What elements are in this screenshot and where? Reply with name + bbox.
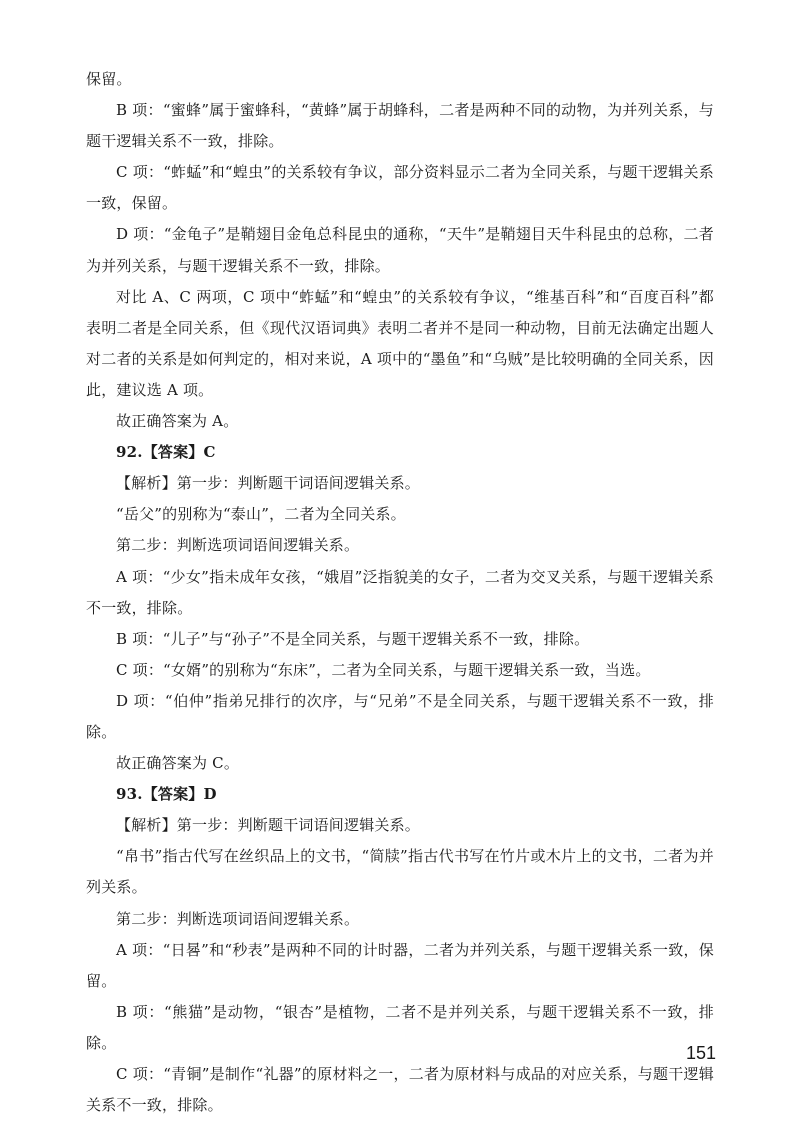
analysis-92-step-1: 【解析】第一步：判断题干词语间逻辑关系。 xyxy=(116,474,421,493)
paragraph-21: B 项：“熊猫”是动物，“银杏”是植物，二者不是并列关系，与题干逻辑关系不一致，排除。 xyxy=(86,1002,714,1052)
analysis-92-step-2: 第二步：判断选项词语间逻辑关系。 xyxy=(116,536,360,555)
paragraph-9: “岳父”的别称为“泰山”，二者为全同关系。 xyxy=(116,505,406,524)
analysis-93-step-2: 第二步：判断选项词语间逻辑关系。 xyxy=(116,909,360,928)
paragraph-2: B 项：“蜜蜂”属于蜜蜂科，“黄蜂”属于胡蜂科，二者是两种不同的动物，为并列关系，与题干逻辑关系不一致，排除。 xyxy=(86,101,714,151)
paragraph-12: B 项：“儿子”与“孙子”不是全同关系，与题干逻辑关系不一致，排除。 xyxy=(116,629,590,648)
paragraph-13: C 项：“女婿”的别称为“东床”，二者为全同关系，与题干逻辑关系一致，当选。 xyxy=(116,660,651,679)
paragraph-11: A 项：“少女”指未成年女孩，“娥眉”泛指貌美的女子，二者为交叉关系，与题干逻辑关系不一致，排除。 xyxy=(86,567,714,617)
paragraph-5: 对比 A、C 两项，C 项中“蚱蜢”和“蝗虫”的关系较有争议，“维基百科”和“百度百科”都表明二者是全同关系，但《现代汉语词典》表明二者并不是同一种动物，目前无法确定出题人对二者的关系是如何判定的，相对来说，A 项中的“墨鱼”和“乌贼”是比较明确的全同关系，因此，建议选 A 项。 xyxy=(86,287,714,399)
answer-92-heading: 92.【答案】C xyxy=(116,443,216,462)
analysis-93-step-1: 【解析】第一步：判断题干词语间逻辑关系。 xyxy=(116,816,421,835)
body-text xyxy=(86,64,714,1121)
paragraph-20: A 项：“日晷”和“秒表”是两种不同的计时器，二者为并列关系，与题干逻辑关系一致，保留。 xyxy=(86,940,714,990)
paragraph-4: D 项：“金龟子”是鞘翅目金龟总科昆虫的通称，“天牛”是鞘翅目天牛科昆虫的总称，二者为并列关系，与题干逻辑关系不一致，排除。 xyxy=(86,225,714,275)
paragraph-1: 保留。 xyxy=(86,70,132,88)
paragraph-22: C 项：“青铜”是制作“礼器”的原材料之一，二者为原材料与成品的对应关系，与题干逻辑关系不一致，排除。 xyxy=(86,1065,714,1115)
paragraph-6: 故正确答案为 A。 xyxy=(116,412,239,431)
page-number: 151 xyxy=(685,1043,716,1063)
paragraph-3: C 项：“蚱蜢”和“蝗虫”的关系较有争议，部分资料显示二者为全同关系，与题干逻辑关系一致，保留。 xyxy=(86,163,714,213)
answer-93-heading: 93.【答案】D xyxy=(116,785,217,804)
paragraph-18: “帛书”指古代写在丝织品上的文书，“简牍”指古代书写在竹片或木片上的文书，二者为并列关系。 xyxy=(86,847,714,897)
paragraph-15: 故正确答案为 C。 xyxy=(116,754,240,773)
paragraph-14: D 项：“伯仲”指弟兄排行的次序，与“兄弟”不是全同关系，与题干逻辑关系不一致，排除。 xyxy=(86,691,714,741)
